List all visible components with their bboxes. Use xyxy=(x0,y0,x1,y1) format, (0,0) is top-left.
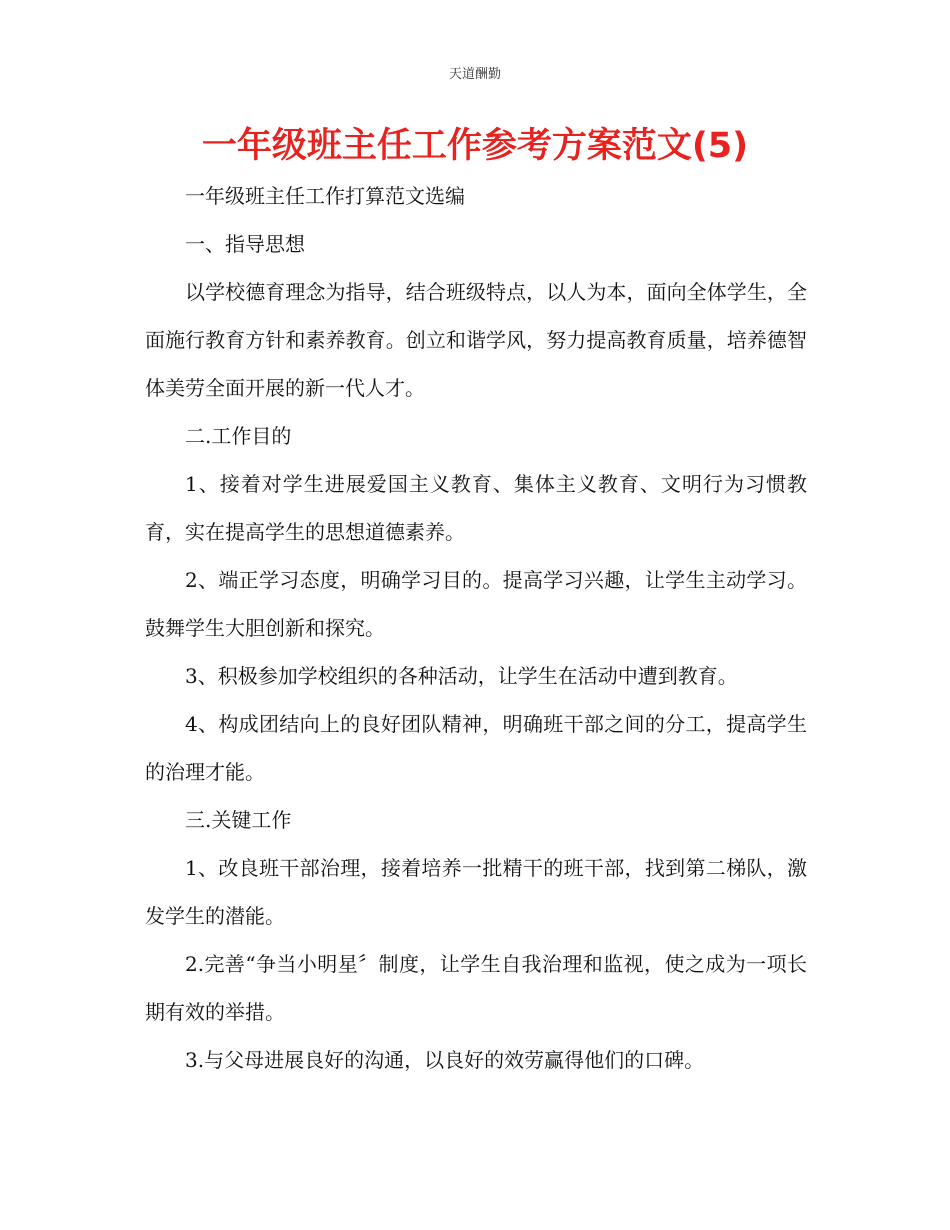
paragraph-subtitle: 一年级班主任工作打算范文选编 xyxy=(185,184,465,208)
section-heading-work-goals: 二.工作目的 xyxy=(185,424,292,448)
paragraph-guiding-ideology: 以学校德育理念为指导，结合班级特点，以人为本，面向全体学生，全面施行教育方针和素养教育。创立和谐学风，努力提高教育质量，培养德智体美劳全面开展的新一代人才。 xyxy=(145,280,807,400)
paragraph-goal-1: 1、接着对学生进展爱国主义教育、集体主义教育、文明行为习惯教育，实在提高学生的思想道德素养。 xyxy=(145,472,807,544)
document-body xyxy=(145,172,807,1084)
header-mark: 天道酬勤 xyxy=(448,67,501,82)
paragraph-goal-3: 3、积极参加学校组织的各种活动，让学生在活动中遭到教育。 xyxy=(185,664,738,688)
section-heading-key-work: 三.关键工作 xyxy=(185,808,292,832)
paragraph-key-work-1: 1、改良班干部治理，接着培养一批精干的班干部，找到第二梯队，激发学生的潜能。 xyxy=(145,856,807,928)
paragraph-goal-4: 4、构成团结向上的良好团队精神，明确班干部之间的分工，提高学生的治理才能。 xyxy=(145,712,807,784)
paragraph-key-work-3: 3.与父母进展良好的沟通，以良好的效劳赢得他们的口碑。 xyxy=(185,1048,705,1072)
section-heading-guiding-ideology: 一、指导思想 xyxy=(185,232,305,256)
document-title: 一年级班主任工作参考方案范文(5) xyxy=(201,126,749,166)
paragraph-key-work-2: 2.完善“争当小明星〞制度，让学生自我治理和监视，使之成为一项长期有效的举措。 xyxy=(145,952,807,1024)
paragraph-goal-2: 2、端正学习态度，明确学习目的。提高学习兴趣，让学生主动学习。鼓舞学生大胆创新和探究。 xyxy=(145,568,807,640)
